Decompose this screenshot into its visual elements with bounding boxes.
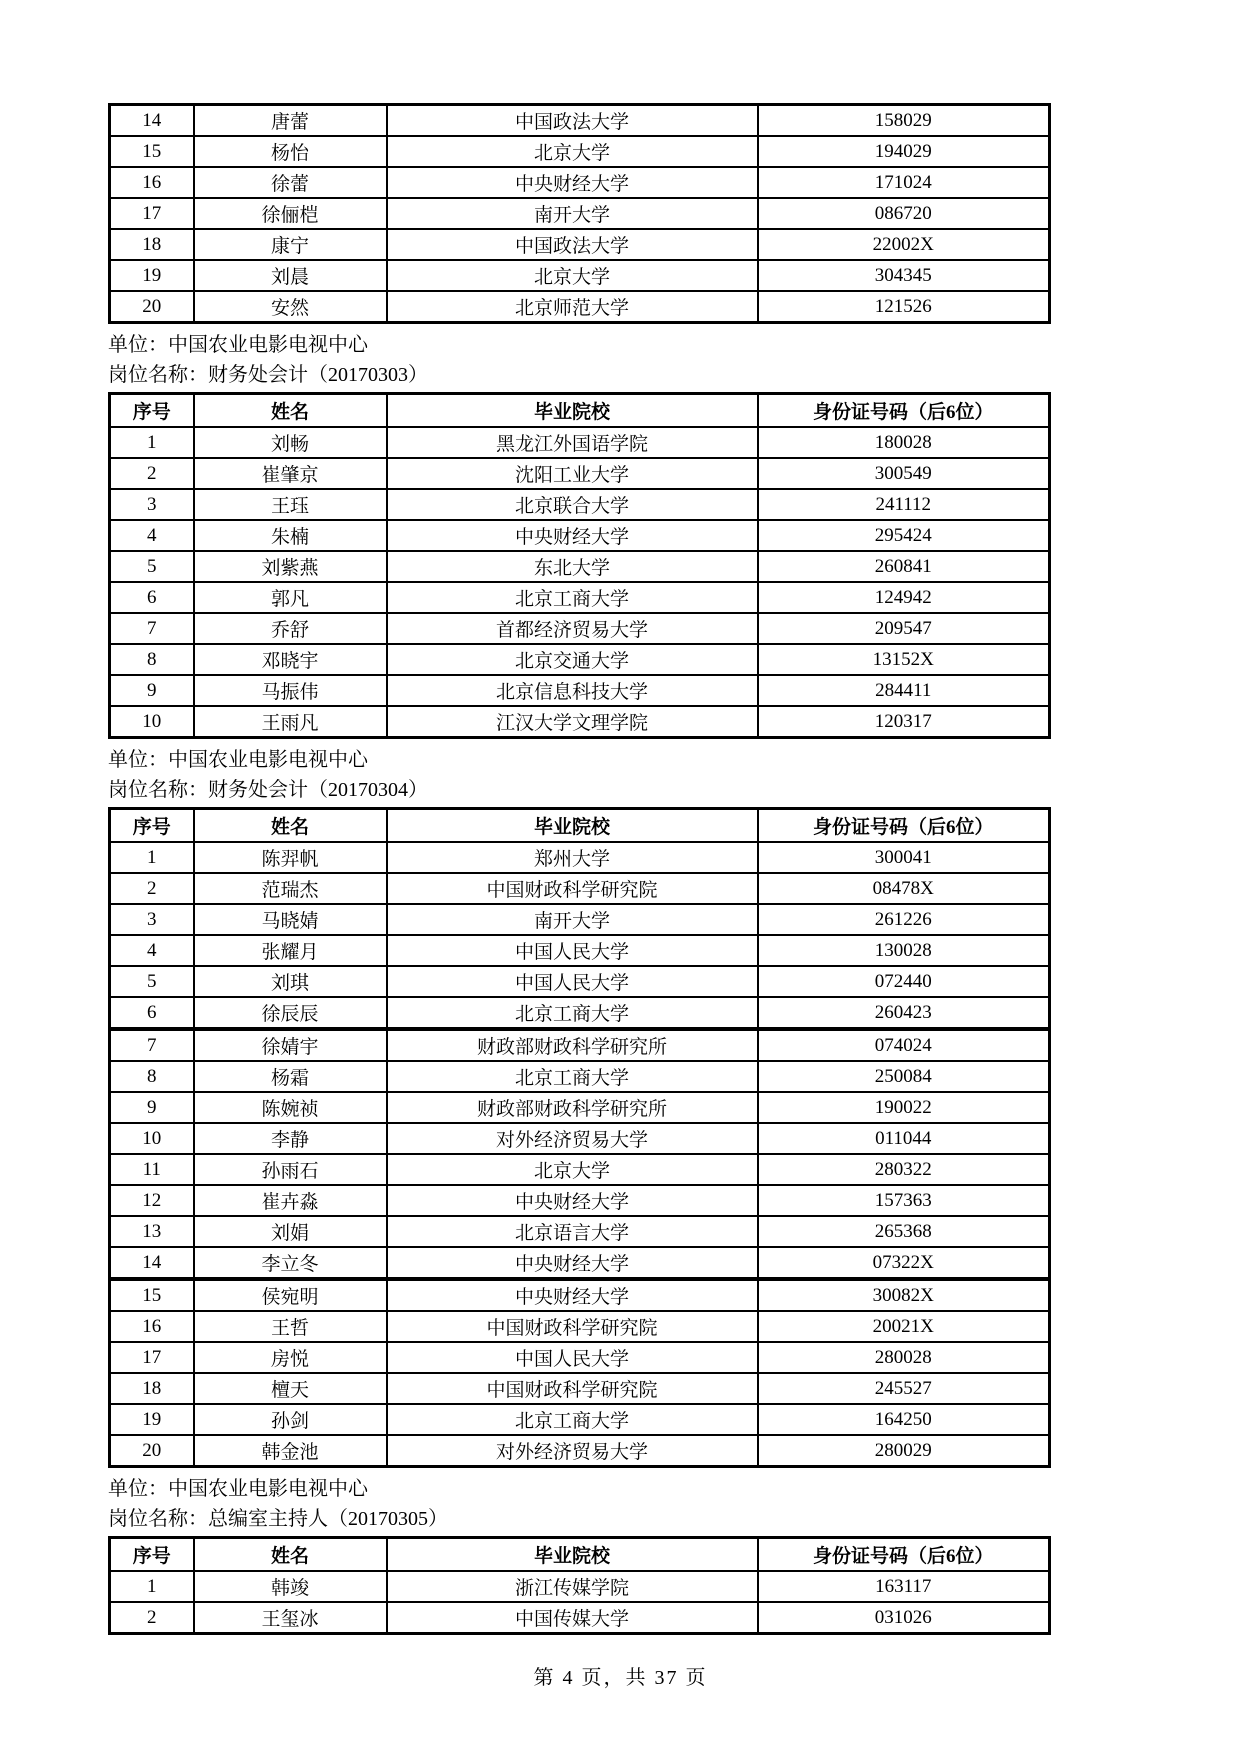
name-cell: 王玺冰: [194, 1602, 387, 1634]
table-row: [110, 1435, 1050, 1467]
name-cell: 马振伟: [194, 675, 387, 706]
table-row: [110, 1123, 1050, 1154]
name-cell: 康宁: [194, 229, 387, 260]
school-cell: 江汉大学文理学院: [387, 706, 758, 738]
seq-cell: 1: [110, 427, 194, 458]
id-cell: 124942: [758, 582, 1050, 613]
table-row: [110, 1185, 1050, 1216]
id-cell: 300041: [758, 842, 1050, 873]
id-cell: 280028: [758, 1342, 1050, 1373]
name-cell: 崔肇京: [194, 458, 387, 489]
col-header-seq: 序号: [110, 809, 194, 843]
table-row: [110, 613, 1050, 644]
school-cell: 中国人民大学: [387, 935, 758, 966]
table-row: [110, 997, 1050, 1029]
seq-cell: 3: [110, 904, 194, 935]
id-cell: 280029: [758, 1435, 1050, 1467]
school-cell: 北京大学: [387, 260, 758, 291]
table-row: [110, 1342, 1050, 1373]
table-header: [110, 394, 1050, 428]
table-row: [110, 105, 1050, 137]
id-cell: 245527: [758, 1373, 1050, 1404]
unit-label: 单位：中国农业电影电视中心: [108, 1478, 368, 1500]
table-row: [110, 1373, 1050, 1404]
col-header-school: 毕业院校: [387, 394, 758, 428]
table-row: [110, 458, 1050, 489]
table-row: [110, 1061, 1050, 1092]
seq-cell: 19: [110, 1404, 194, 1435]
school-cell: 南开大学: [387, 198, 758, 229]
school-cell: 对外经济贸易大学: [387, 1435, 758, 1467]
seq-cell: 2: [110, 873, 194, 904]
school-cell: 北京大学: [387, 1154, 758, 1185]
position-label: 岗位名称：财务处会计（20170304）: [108, 779, 428, 801]
name-cell: 杨霜: [194, 1061, 387, 1092]
seq-cell: 8: [110, 1061, 194, 1092]
table-row: [110, 291, 1050, 323]
col-header-id: 身份证号码（后6位）: [758, 1538, 1050, 1572]
table-row: [110, 198, 1050, 229]
table-header: [110, 1538, 1050, 1572]
school-cell: 中央财经大学: [387, 1247, 758, 1279]
seq-cell: 8: [110, 644, 194, 675]
name-cell: 王雨凡: [194, 706, 387, 738]
unit-label: 单位：中国农业电影电视中心: [108, 749, 368, 771]
seq-cell: 18: [110, 229, 194, 260]
school-cell: 北京语言大学: [387, 1216, 758, 1247]
table-row: [110, 935, 1050, 966]
col-header-id: 身份证号码（后6位）: [758, 809, 1050, 843]
table-row: [110, 1247, 1050, 1279]
seq-cell: 9: [110, 1092, 194, 1123]
name-cell: 韩金池: [194, 1435, 387, 1467]
table-row: [110, 1311, 1050, 1342]
name-cell: 郭凡: [194, 582, 387, 613]
school-cell: 北京师范大学: [387, 291, 758, 323]
table-row: [110, 966, 1050, 997]
name-cell: 乔舒: [194, 613, 387, 644]
school-cell: 财政部财政科学研究所: [387, 1029, 758, 1061]
table-body: [110, 105, 1050, 323]
name-cell: 范瑞杰: [194, 873, 387, 904]
seq-cell: 2: [110, 458, 194, 489]
col-header-id: 身份证号码（后6位）: [758, 394, 1050, 428]
table-body: [110, 842, 1050, 1467]
seq-cell: 16: [110, 1311, 194, 1342]
col-header-seq: 序号: [110, 1538, 194, 1572]
seq-cell: 16: [110, 167, 194, 198]
school-cell: 首都经济贸易大学: [387, 613, 758, 644]
id-cell: 295424: [758, 520, 1050, 551]
id-cell: 300549: [758, 458, 1050, 489]
school-cell: 北京联合大学: [387, 489, 758, 520]
table-body: [110, 1571, 1050, 1634]
table-row: [110, 1154, 1050, 1185]
id-cell: 194029: [758, 136, 1050, 167]
table-row: [110, 260, 1050, 291]
seq-cell: 20: [110, 291, 194, 323]
table-header: [110, 809, 1050, 843]
table-row: [110, 489, 1050, 520]
id-cell: 157363: [758, 1185, 1050, 1216]
table-row: [110, 644, 1050, 675]
id-cell: 086720: [758, 198, 1050, 229]
id-cell: 120317: [758, 706, 1050, 738]
school-cell: 对外经济贸易大学: [387, 1123, 758, 1154]
col-header-school: 毕业院校: [387, 1538, 758, 1572]
name-cell: 杨怡: [194, 136, 387, 167]
position-label: 岗位名称：总编室主持人（20170305）: [108, 1508, 448, 1530]
table-row: [110, 1092, 1050, 1123]
seq-cell: 15: [110, 136, 194, 167]
id-cell: 190022: [758, 1092, 1050, 1123]
school-cell: 北京工商大学: [387, 582, 758, 613]
table-row: [110, 1279, 1050, 1311]
school-cell: 浙江传媒学院: [387, 1571, 758, 1602]
col-header-name: 姓名: [194, 394, 387, 428]
school-cell: 黑龙江外国语学院: [387, 427, 758, 458]
name-cell: 孙雨石: [194, 1154, 387, 1185]
applicant-table-20170303: [108, 392, 1051, 739]
table-body: [110, 427, 1050, 738]
school-cell: 北京工商大学: [387, 1061, 758, 1092]
name-cell: 陈婉祯: [194, 1092, 387, 1123]
name-cell: 朱楠: [194, 520, 387, 551]
table-row: [110, 136, 1050, 167]
seq-cell: 15: [110, 1279, 194, 1311]
name-cell: 张耀月: [194, 935, 387, 966]
name-cell: 刘晨: [194, 260, 387, 291]
seq-cell: 6: [110, 997, 194, 1029]
table-row: [110, 427, 1050, 458]
applicant-table-20170305: [108, 1536, 1051, 1635]
name-cell: 安然: [194, 291, 387, 323]
name-cell: 徐蕾: [194, 167, 387, 198]
school-cell: 东北大学: [387, 551, 758, 582]
id-cell: 13152X: [758, 644, 1050, 675]
id-cell: 130028: [758, 935, 1050, 966]
school-cell: 北京信息科技大学: [387, 675, 758, 706]
seq-cell: 10: [110, 706, 194, 738]
school-cell: 沈阳工业大学: [387, 458, 758, 489]
school-cell: 中国财政科学研究院: [387, 1311, 758, 1342]
id-cell: 180028: [758, 427, 1050, 458]
seq-cell: 9: [110, 675, 194, 706]
position-label: 岗位名称：财务处会计（20170303）: [108, 364, 428, 386]
seq-cell: 4: [110, 520, 194, 551]
page-content: [108, 103, 1048, 1635]
name-cell: 李立冬: [194, 1247, 387, 1279]
seq-cell: 7: [110, 613, 194, 644]
id-cell: 164250: [758, 1404, 1050, 1435]
table-row: [110, 842, 1050, 873]
id-cell: 163117: [758, 1571, 1050, 1602]
applicant-table-continuation: [108, 103, 1051, 324]
unit-label: 单位：中国农业电影电视中心: [108, 334, 368, 356]
col-header-school: 毕业院校: [387, 809, 758, 843]
school-cell: 财政部财政科学研究所: [387, 1092, 758, 1123]
table-row: [110, 1029, 1050, 1061]
seq-cell: 5: [110, 551, 194, 582]
name-cell: 檀天: [194, 1373, 387, 1404]
name-cell: 徐俪桤: [194, 198, 387, 229]
seq-cell: 14: [110, 105, 194, 137]
seq-cell: 6: [110, 582, 194, 613]
id-cell: 20021X: [758, 1311, 1050, 1342]
seq-cell: 11: [110, 1154, 194, 1185]
seq-cell: 12: [110, 1185, 194, 1216]
seq-cell: 17: [110, 198, 194, 229]
seq-cell: 3: [110, 489, 194, 520]
id-cell: 158029: [758, 105, 1050, 137]
seq-cell: 18: [110, 1373, 194, 1404]
page-number-footer: 第 4 页，共 37 页: [533, 1667, 708, 1689]
table-row: [110, 706, 1050, 738]
id-cell: 171024: [758, 167, 1050, 198]
id-cell: 074024: [758, 1029, 1050, 1061]
id-cell: 011044: [758, 1123, 1050, 1154]
name-cell: 唐蕾: [194, 105, 387, 137]
id-cell: 209547: [758, 613, 1050, 644]
seq-cell: 5: [110, 966, 194, 997]
seq-cell: 7: [110, 1029, 194, 1061]
name-cell: 王珏: [194, 489, 387, 520]
table-row: [110, 904, 1050, 935]
school-cell: 中国人民大学: [387, 966, 758, 997]
table-row: [110, 1216, 1050, 1247]
col-header-seq: 序号: [110, 394, 194, 428]
name-cell: 徐辰辰: [194, 997, 387, 1029]
school-cell: 中国政法大学: [387, 229, 758, 260]
table-row: [110, 520, 1050, 551]
seq-cell: 1: [110, 842, 194, 873]
seq-cell: 13: [110, 1216, 194, 1247]
header-row: [110, 1538, 1050, 1572]
name-cell: 韩竣: [194, 1571, 387, 1602]
name-cell: 侯宛明: [194, 1279, 387, 1311]
name-cell: 刘娟: [194, 1216, 387, 1247]
id-cell: 280322: [758, 1154, 1050, 1185]
school-cell: 中央财经大学: [387, 520, 758, 551]
seq-cell: 1: [110, 1571, 194, 1602]
table-row: [110, 167, 1050, 198]
name-cell: 房悦: [194, 1342, 387, 1373]
school-cell: 北京工商大学: [387, 1404, 758, 1435]
table-row: [110, 551, 1050, 582]
seq-cell: 4: [110, 935, 194, 966]
table-row: [110, 1571, 1050, 1602]
seq-cell: 17: [110, 1342, 194, 1373]
table-row: [110, 873, 1050, 904]
table-row: [110, 675, 1050, 706]
table-row: [110, 229, 1050, 260]
id-cell: 260423: [758, 997, 1050, 1029]
id-cell: 08478X: [758, 873, 1050, 904]
table-row: [110, 1602, 1050, 1634]
seq-cell: 20: [110, 1435, 194, 1467]
school-cell: 中国政法大学: [387, 105, 758, 137]
table-row: [110, 1404, 1050, 1435]
name-cell: 刘紫燕: [194, 551, 387, 582]
id-cell: 121526: [758, 291, 1050, 323]
school-cell: 中国传媒大学: [387, 1602, 758, 1634]
school-cell: 中央财经大学: [387, 1279, 758, 1311]
id-cell: 072440: [758, 966, 1050, 997]
name-cell: 刘琪: [194, 966, 387, 997]
school-cell: 中国财政科学研究院: [387, 873, 758, 904]
col-header-name: 姓名: [194, 1538, 387, 1572]
school-cell: 北京大学: [387, 136, 758, 167]
id-cell: 30082X: [758, 1279, 1050, 1311]
school-cell: 南开大学: [387, 904, 758, 935]
name-cell: 崔卉淼: [194, 1185, 387, 1216]
name-cell: 李静: [194, 1123, 387, 1154]
seq-cell: 10: [110, 1123, 194, 1154]
school-cell: 中国人民大学: [387, 1342, 758, 1373]
id-cell: 265368: [758, 1216, 1050, 1247]
id-cell: 031026: [758, 1602, 1050, 1634]
id-cell: 22002X: [758, 229, 1050, 260]
name-cell: 马晓婧: [194, 904, 387, 935]
name-cell: 王哲: [194, 1311, 387, 1342]
id-cell: 07322X: [758, 1247, 1050, 1279]
name-cell: 陈羿帆: [194, 842, 387, 873]
id-cell: 250084: [758, 1061, 1050, 1092]
name-cell: 邓晓宇: [194, 644, 387, 675]
id-cell: 241112: [758, 489, 1050, 520]
id-cell: 304345: [758, 260, 1050, 291]
school-cell: 中央财经大学: [387, 167, 758, 198]
name-cell: 刘畅: [194, 427, 387, 458]
name-cell: 徐婧宇: [194, 1029, 387, 1061]
table-row: [110, 582, 1050, 613]
header-row: [110, 394, 1050, 428]
seq-cell: 2: [110, 1602, 194, 1634]
school-cell: 北京交通大学: [387, 644, 758, 675]
id-cell: 284411: [758, 675, 1050, 706]
school-cell: 北京工商大学: [387, 997, 758, 1029]
id-cell: 261226: [758, 904, 1050, 935]
col-header-name: 姓名: [194, 809, 387, 843]
seq-cell: 19: [110, 260, 194, 291]
school-cell: 中国财政科学研究院: [387, 1373, 758, 1404]
school-cell: 郑州大学: [387, 842, 758, 873]
header-row: [110, 809, 1050, 843]
id-cell: 260841: [758, 551, 1050, 582]
seq-cell: 14: [110, 1247, 194, 1279]
name-cell: 孙剑: [194, 1404, 387, 1435]
school-cell: 中央财经大学: [387, 1185, 758, 1216]
applicant-table-20170304: [108, 807, 1051, 1468]
